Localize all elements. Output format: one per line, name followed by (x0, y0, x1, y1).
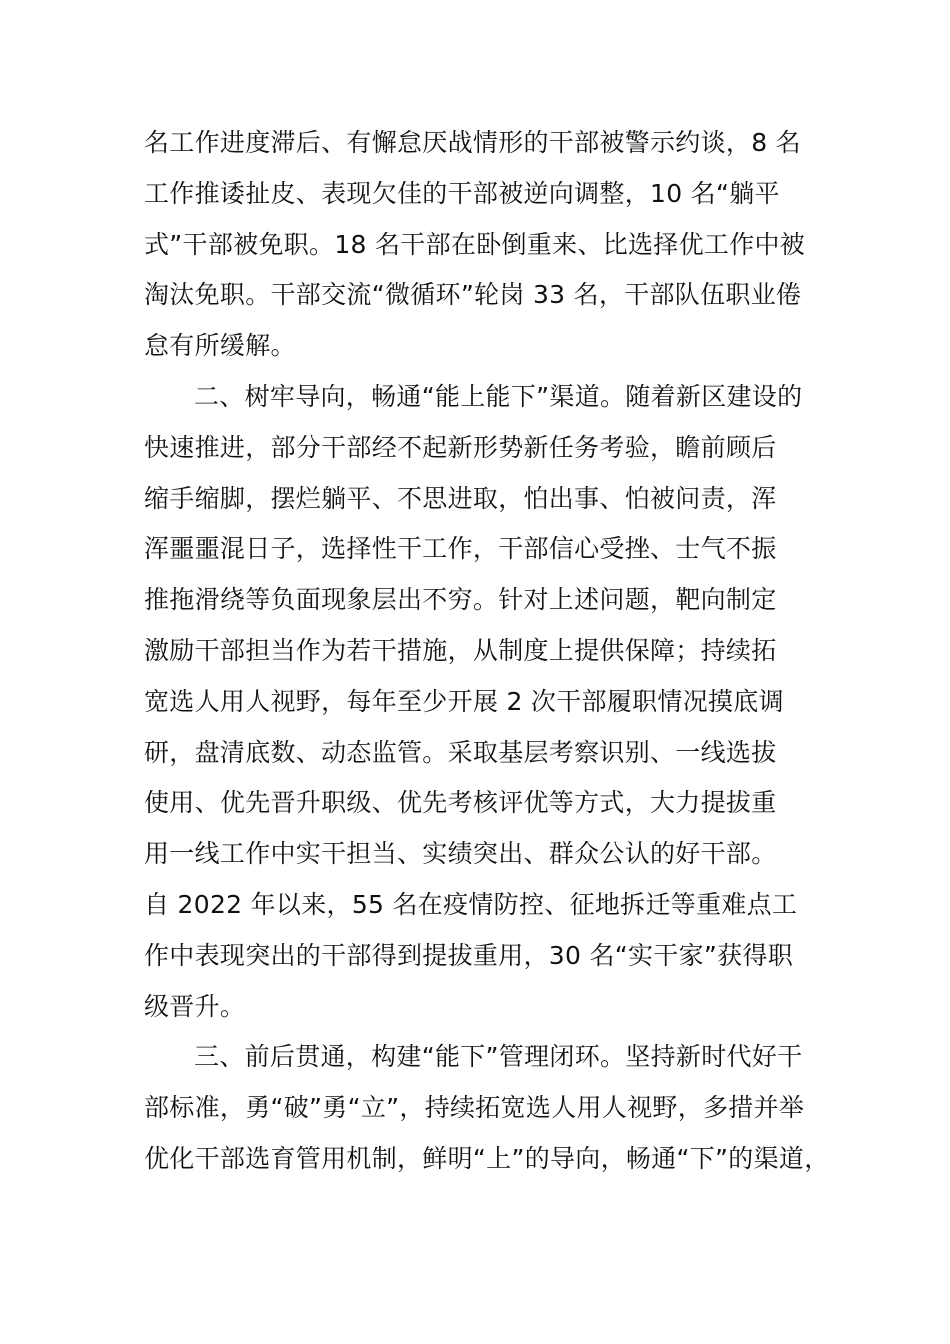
text-line: 淘汰免职。干部交流“微循环”轮岗 33 名，干部队伍职业倦 (144, 280, 802, 310)
text-line: 部标准，勇“破”勇“立”，持续拓宽选人用人视野，多措并举 (144, 1093, 805, 1123)
text-line: 用一线工作中实干担当、实绩突出、群众公认的好干部。 (144, 839, 777, 869)
text-line: 工作推诿扯皮、表现欠佳的干部被逆向调整，10 名“躺平 (144, 178, 780, 208)
text-line: 激励干部担当作为若干措施，从制度上提供保障；持续拓 (144, 635, 777, 665)
paragraph-2 (144, 372, 814, 1032)
paragraph-3 (144, 1032, 830, 1184)
text-line: 优化干部选育管用机制，鲜明“上”的导向，畅通“下”的渠道， (144, 1143, 830, 1173)
text-line: 怠有所缓解。 (144, 331, 296, 361)
text-line: 使用、优先晋升职级、优先考核评优等方式，大力提拔重 (144, 788, 777, 818)
text-line: 三、前后贯通，构建“能下”管理闭环。坚持新时代好干 (194, 1042, 803, 1072)
text-line: 快速推进，部分干部经不起新形势新任务考验，瞻前顾后 (144, 432, 777, 462)
text-line: 研，盘清底数、动态监管。采取基层考察识别、一线选拔 (144, 737, 777, 767)
paragraph-1 (144, 118, 814, 372)
text-line: 缩手缩脚，摆烂躺平、不思进取，怕出事、怕被问责，浑 (144, 483, 777, 513)
text-line: 推拖滑绕等负面现象层出不穷。针对上述问题，靶向制定 (144, 585, 777, 615)
text-line: 二、树牢导向，畅通“能上能下”渠道。随着新区建设的 (194, 381, 803, 411)
text-line: 级晋升。 (144, 991, 246, 1021)
text-line: 作中表现突出的干部得到提拔重用，30 名“实干家”获得职 (144, 940, 794, 970)
text-line: 式”干部被免职。18 名干部在卧倒重来、比选择优工作中被 (144, 229, 806, 259)
text-line: 宽选人用人视野，每年至少开展 2 次干部履职情况摸底调 (144, 686, 784, 716)
text-line: 名工作进度滞后、有懈怠厌战情形的干部被警示约谈，8 名 (144, 128, 801, 157)
text-line: 自 2022 年以来，55 名在疫情防控、征地拆迁等重难点工 (144, 889, 798, 919)
text-line: 浑噩噩混日子，选择性干工作，干部信心受挫、士气不振 (144, 534, 777, 564)
body-text (144, 118, 830, 1185)
